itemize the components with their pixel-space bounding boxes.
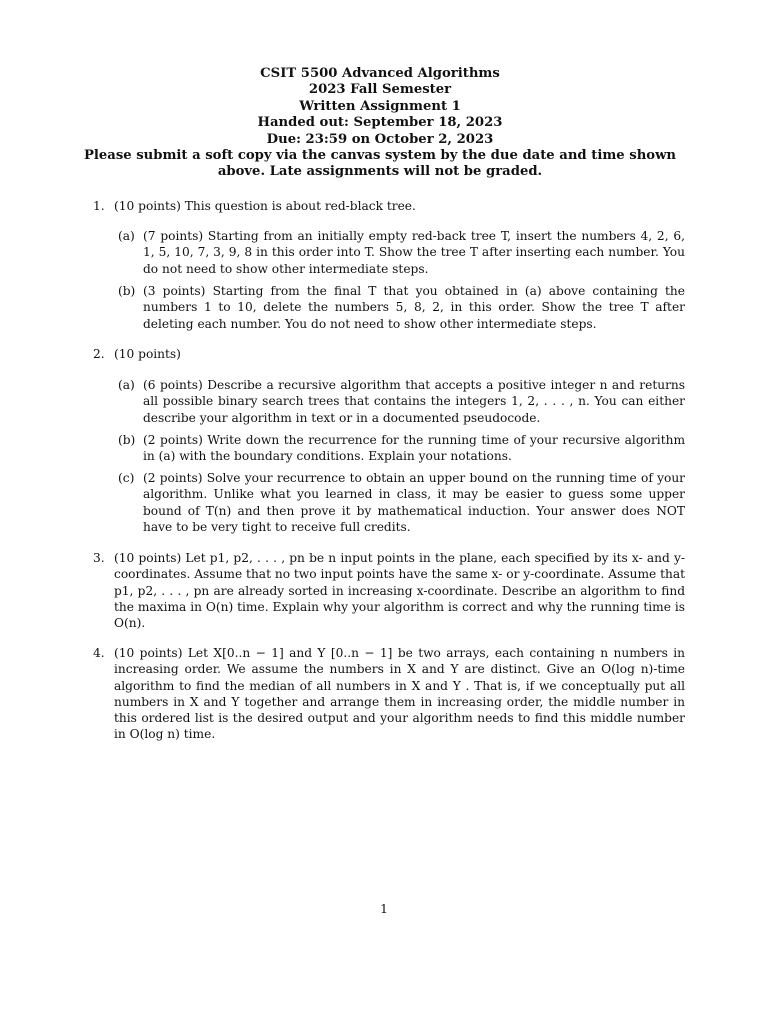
- part-text: (2 points) Write down the recurrence for the running time of your recursive algorithm in (a) with the boundary conditions. Explain your notations.: [143, 433, 685, 464]
- part-text: (7 points) Starting from an initially empty red-back tree T, insert the numbers 4, 2, 6, 1, 5, 10, 7, 3, 9, 8 in this order into T. Show the tree T after inserting each number. You do not need to show other intermediate steps.: [143, 229, 685, 276]
- submission-notice: Please submit a soft copy via the canvas system by the due date and time shown above. Late assignments will not be graded.: [83, 148, 677, 180]
- question-number: 3.: [93, 551, 105, 565]
- semester: 2023 Fall Semester: [308, 82, 452, 98]
- question-3: [93, 550, 685, 631]
- part-label: (b): [118, 433, 136, 447]
- document-header: [80, 66, 680, 181]
- question-text: (10 points) Let X[0..n − 1] and Y [0..n − 1] be two arrays, each containing n numbers in increasing order. We assume the numbers in X and Y are distinct. Give an O(log n)-time algorithm to find the median of all numbers in X and Y . That is, if we conceptually put all numbers in X and Y together and arrange them in increasing order, the middle number in this ordered list is the desired output and your algorithm needs to find this middle number in O(log n) time.: [114, 646, 685, 742]
- due-date: Due: 23:59 on October 2, 2023: [266, 131, 494, 147]
- question-2a: [118, 377, 685, 426]
- assignment-title: Written Assignment 1: [299, 98, 461, 114]
- question-1a: [118, 228, 685, 277]
- question-2: [93, 346, 685, 362]
- question-2c: [118, 470, 685, 535]
- part-label: (a): [118, 378, 135, 392]
- question-number: 4.: [93, 646, 105, 660]
- part-label: (c): [118, 471, 135, 485]
- question-1: [93, 198, 685, 214]
- question-2b: [118, 432, 685, 465]
- question-number: 1.: [93, 199, 105, 213]
- part-text: (6 points) Describe a recursive algorithm that accepts a positive integer n and returns all possible binary search trees that contains the integers 1, 2, . . . , n. You can either describe your algorithm in text or in a documented pseudocode.: [143, 378, 685, 425]
- handed-out-date: Handed out: September 18, 2023: [257, 115, 503, 131]
- part-text: (2 points) Solve your recurrence to obtain an upper bound on the running time of your algorithm. Unlike what you learned in class, it may be easier to guess some upper bound of T(n) and then prove it by mathematical induction. Your answer does NOT have to be very tight to receive full credits.: [143, 471, 685, 534]
- question-text: (10 points) This question is about red-black tree.: [114, 199, 416, 213]
- part-label: (a): [118, 229, 135, 243]
- question-text: (10 points) Let p1, p2, . . . , pn be n input points in the plane, each specified by its x- and y-coordinates. Assume that no two input points have the same x- or y-coordinate. Assume that p1, p2, . . . , pn are already sorted in increasing x-coordinate. Describe an algorithm to find the maxima in O(n) time. Explain why your algorithm is correct and why the running time is O(n).: [114, 551, 686, 631]
- question-4: [93, 645, 685, 743]
- question-text: (10 points): [114, 347, 181, 361]
- question-number: 2.: [93, 347, 105, 361]
- question-1b: [118, 283, 685, 332]
- page-number: 1: [380, 902, 388, 916]
- course-title: CSIT 5500 Advanced Algorithms: [260, 66, 500, 81]
- part-label: (b): [118, 284, 136, 298]
- part-text: (3 points) Starting from the final T that you obtained in (a) above containing the numbers 1 to 10, delete the numbers 5, 8, 2, in this order. Show the tree T after deleting each number. You do not need to show other intermediate steps.: [143, 284, 685, 331]
